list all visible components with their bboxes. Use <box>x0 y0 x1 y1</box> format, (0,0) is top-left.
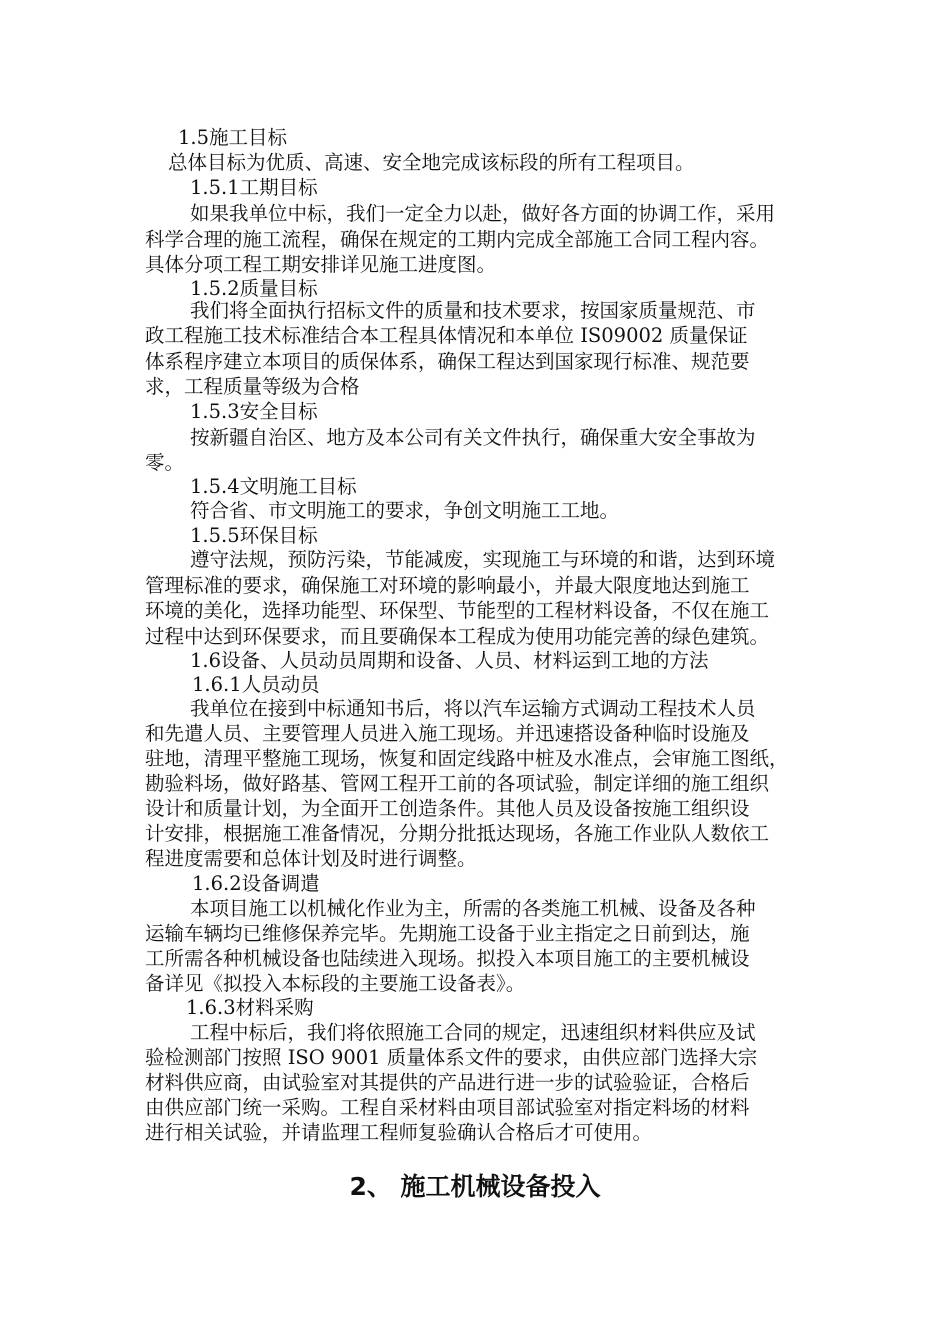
paragraph-line: 遵守法规，预防污染，节能减废，实现施工与环境的和谐，达到环境 <box>190 548 776 571</box>
paragraph-line: 按新疆自治区、地方及本公司有关文件执行，确保重大安全事故为 <box>190 426 756 449</box>
paragraph-line: 工程中标后，我们将依照施工合同的规定，迅速组织材料供应及试 <box>190 1021 756 1044</box>
heading-1-6-2: 1.6.2设备调遣 <box>192 872 320 895</box>
heading-1-5-5: 1.5.5环保目标 <box>190 524 318 547</box>
heading-1-6: 1.6设备、人员动员周期和设备、人员、材料运到工地的方法 <box>190 649 709 672</box>
paragraph-line: 工所需各种机械设备也陆续进入现场。拟投入本项目施工的主要机械设 <box>145 947 750 970</box>
paragraph-line: 设计和质量计划，为全面开工创造条件。其他人员及设备按施工组织设 <box>145 797 750 820</box>
heading-1-5-2: 1.5.2质量目标 <box>190 277 318 300</box>
paragraph-line: 材料供应商，由试验室对其提供的产品进行进一步的试验验证，合格后 <box>145 1071 750 1094</box>
paragraph-line: 和先遣人员、主要管理人员进入施工现场。并迅速搭设备种临时设施及 <box>145 722 750 745</box>
paragraph-line: 环境的美化，选择功能型、环保型、节能型的工程材料设备，不仅在施工 <box>145 599 770 622</box>
heading-1-5: 1.5施工目标 <box>178 126 288 149</box>
paragraph-line: 勘验料场，做好路基、管网工程开工前的各项试验，制定详细的施工组织 <box>145 772 770 795</box>
paragraph-line: 零。 <box>145 451 185 474</box>
heading-1-6-3: 1.6.3材料采购 <box>186 996 314 1019</box>
paragraph-line: 具体分项工程工期安排详见施工进度图。 <box>145 253 497 276</box>
paragraph-line: 符合省、市文明施工的要求，争创文明施工工地。 <box>190 499 620 522</box>
paragraph-line: 程进度需要和总体计划及时进行调整。 <box>145 847 477 870</box>
paragraph-line: 我们将全面执行招标文件的质量和技术要求，按国家质量规范、市 <box>190 299 756 322</box>
paragraph-line: 政工程施工技术标准结合本工程具体情况和本单位 IS09002 质量保证 <box>145 324 748 347</box>
paragraph-line: 运输车辆均已维修保养完毕。先期施工设备于业主指定之日前到达，施 <box>145 922 750 945</box>
heading-1-5-3: 1.5.3安全目标 <box>190 400 318 423</box>
paragraph-line: 体系程序建立本项目的质保体系，确保工程达到国家现行标准、规范要 <box>145 350 750 373</box>
heading-1-5-4: 1.5.4文明施工目标 <box>190 475 357 498</box>
paragraph-line: 进行相关试验，并请监理工程师复验确认合格后才可使用。 <box>145 1121 653 1144</box>
chapter-title: 2、 施工机械设备投入 <box>349 1172 601 1201</box>
heading-1-5-1: 1.5.1工期目标 <box>190 176 318 199</box>
paragraph-line: 总体目标为优质、高速、安全地完成该标段的所有工程项目。 <box>168 151 695 174</box>
paragraph-line: 如果我单位中标，我们一定全力以赴，做好各方面的协调工作，采用 <box>190 202 776 225</box>
paragraph-line: 求，工程质量等级为合格 <box>145 375 360 398</box>
paragraph-line: 计安排，根据施工准备情况，分期分批抵达现场，各施工作业队人数依工 <box>145 822 770 845</box>
paragraph-line: 我单位在接到中标通知书后，将以汽车运输方式调动工程技术人员 <box>190 697 756 720</box>
paragraph-line: 由供应部门统一采购。工程自采材料由项目部试验室对指定料场的材料 <box>145 1096 750 1119</box>
paragraph-line: 本项目施工以机械化作业为主，所需的各类施工机械、设备及各种 <box>190 897 756 920</box>
paragraph-line: 备详见《拟投入本标段的主要施工设备表》。 <box>145 972 526 995</box>
heading-1-6-1: 1.6.1人员动员 <box>192 673 320 696</box>
paragraph-line: 管理标准的要求，确保施工对环境的影响最小，并最大限度地达到施工 <box>145 574 750 597</box>
paragraph-line: 驻地，清理平整施工现场，恢复和固定线路中桩及水准点，会审施工图纸， <box>145 747 789 770</box>
paragraph-line: 科学合理的施工流程，确保在规定的工期内完成全部施工合同工程内容。 <box>145 228 770 251</box>
paragraph-line: 过程中达到环保要求，而且要确保本工程成为使用功能完善的绿色建筑。 <box>145 625 770 648</box>
paragraph-line: 验检测部门按照 ISO 9001 质量体系文件的要求，由供应部门选择大宗 <box>145 1046 758 1069</box>
